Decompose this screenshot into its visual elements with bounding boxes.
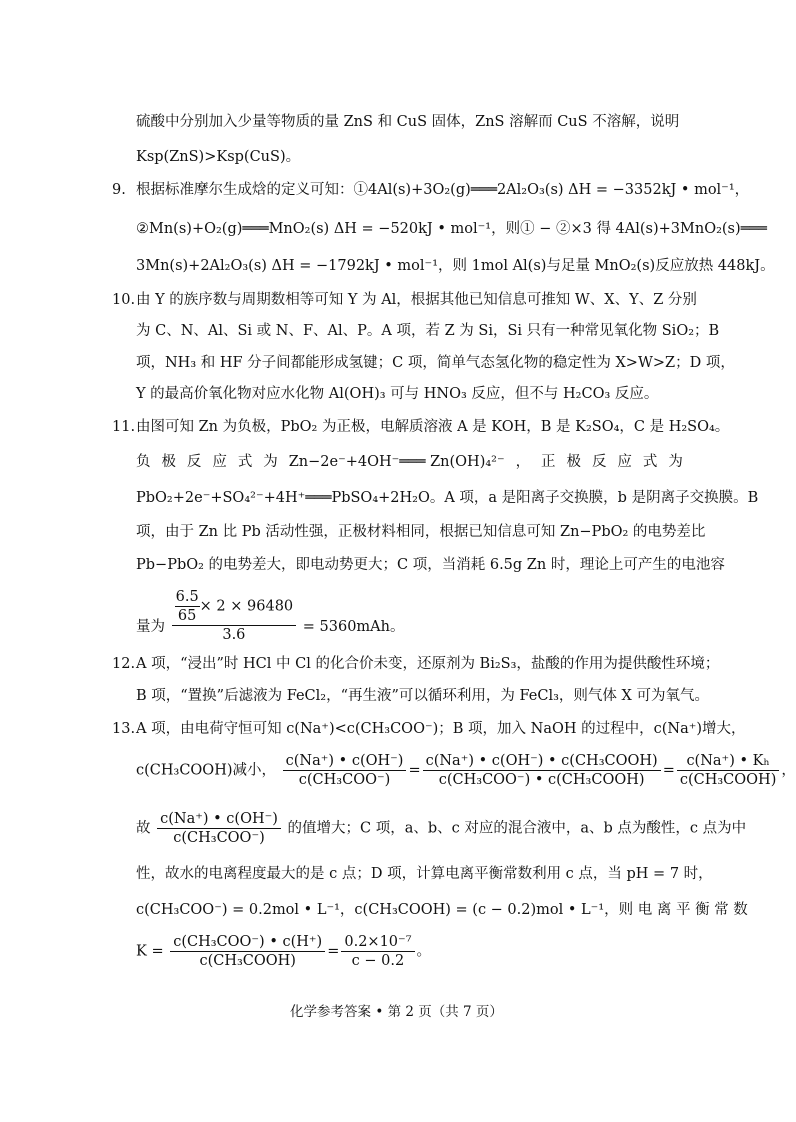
q13-line-3-text: 的值增大；C 项，a、b、c 对应的混合液中，a、b 点为酸性，c 点为中 [287, 820, 747, 837]
q11-mass-den: 65 [177, 608, 197, 624]
q9-number: 9. [112, 182, 126, 198]
q13-line-2: c(CH₃COOH)减小， $\frac{c(Na^+) • c(OH^-)}{\text{c(CH₃COO⁻)}}$ = $\frac{\text{c(Na⁺) • c(OH⁻) • c(CH₃COOH)}}{\text{c(CH₃COO⁻) • c(CH₃COOH)}}$ = $\frac{\text{c(Na⁺) • Kₕ}}{\text{c(CH₃COOH)}}$ ， [136, 753, 796, 788]
q13-fraction-4-den: c(CH₃COO⁻) [173, 830, 265, 846]
q10-line-4: Y 的最高价氧化物对应水化物 Al(OH)₃ 可与 HNO₃ 反应，但不与 H₂CO₃ 反应。 [136, 386, 659, 402]
q11-line-2-part: ， [515, 454, 531, 470]
q10-line-2: 为 C、N、Al、Si 或 N、F、Al、P。A 项，若 Z 为 Si，Si 只有一种常见氧化物 SiO₂；B [136, 323, 720, 339]
q13-fraction-2-den: c(CH₃COO⁻) • c(CH₃COOH) [438, 772, 645, 788]
q11-line-3: PbO₂+2e⁻+SO₄²⁻+4H⁺═══PbSO₄+2H₂O。A 项，a 是阳离子交换膜，b 是阴离子交换膜。B [136, 490, 759, 506]
q9-line-1: 根据标准摩尔生成焓的定义可知：①4Al(s)+3O₂(g)═══2Al₂O₃(s) ΔH = −3352kJ • mol⁻¹， [136, 182, 750, 198]
q10-line-1: 由 Y 的族序数与周期数相等可知 Y 为 Al，根据其他已知信息可推知 W、X、Y、Z 分别 [136, 292, 697, 308]
q13-fraction-1-num: c(Na⁺) • c(OH⁻) [283, 752, 407, 771]
q9-line-3: 3Mn(s)+2Al₂O₃(s) ΔH = −1792kJ • mol⁻¹，则 1mol Al(s)与足量 MnO₂(s)反应放热 448kJ。 [136, 258, 775, 274]
q13-number: 13. [112, 721, 136, 737]
page-footer: 化学参考答案 • 第 2 页（共 7 页） [290, 1004, 503, 1020]
q13-acetate-conc: c(CH₃COO⁻) = 0.2mol • L⁻¹ [136, 902, 340, 918]
q11-line-2-part: 应 [617, 454, 632, 470]
q11-line-2-part: 反 [186, 454, 202, 470]
q13-ch3cooh-decrease: c(CH₃COOH)减小， [136, 762, 277, 779]
q12-number: 12. [112, 656, 136, 672]
q13-comma: ， [604, 902, 619, 918]
q13-fraction-1-den: c(CH₃COO⁻) [298, 772, 391, 788]
q11-capacity-denominator: 3.6 [222, 627, 246, 643]
q10-line-3: 项，NH₃ 和 HF 分子间都能形成氢键；C 项，简单气态氢化物的稳定性为 X>W>Z；D 项， [136, 355, 735, 371]
q11-line-2-part: 为 [263, 454, 278, 470]
q11-line-2-part: 为 [668, 454, 683, 470]
q13-k-fraction-2-den: c − 0.2 [351, 953, 405, 969]
q11-numerator-rest: × 2 × 96480 [199, 598, 294, 615]
q13-line-6: K = $\frac{\text{c(CH₃COO⁻) • c(H⁺)}}{\text{c(CH₃COOH)}}$ = $\frac{\text{0.2×10⁻⁷}}{c - 0.2}$ 。 [136, 934, 432, 969]
q12-line-2: B 项，“置换”后滤液为 FeCl₂，“再生液”可以循环利用，为 FeCl₃，则气体 X 可为氧气。 [136, 688, 709, 704]
q11-line-2-part: 式 [642, 454, 658, 470]
q8-line-1: 硫酸中分别加入少量等物质的量 ZnS 和 CuS 固体，ZnS 溶解而 CuS 不溶解，说明 [136, 114, 680, 130]
q11-line-2-part: 正 [541, 454, 556, 470]
q8-line-2: Ksp(ZnS)>Ksp(CuS)。 [136, 149, 301, 165]
q11-line-5: Pb−PbO₂ 的电势差大，即电动势更大；C 项，当消耗 6.5g Zn 时，理论上可产生的电池容 [136, 557, 725, 573]
q10-number: 10. [112, 292, 136, 308]
q11-line-2-part: 式 [237, 454, 253, 470]
q13-fraction-3-num: c(Na⁺) • Kₕ [677, 752, 780, 771]
q13-therefore: 故 [136, 820, 151, 837]
q13-k-fraction-1-den: c(CH₃COOH) [199, 953, 296, 969]
q11-mass-ratio [175, 588, 200, 625]
q13-line-5 [136, 900, 748, 920]
q13-k-fraction-1-num: c(CH₃COO⁻) • c(H⁺) [170, 933, 325, 952]
q13-k-period: 。 [416, 943, 432, 960]
q13-line-4: 性，故水的电离程度最大的是 c 点；D 项，计算电离平衡常数利用 c 点，当 pH = 7 时， [136, 866, 713, 882]
q11-capacity-numerator [172, 588, 297, 626]
q12-line-1: A 项，“浸出”时 HCl 中 Cl 的化合价未变，还原剂为 Bi₂S₃，盐酸的作用为提供酸性环境； [136, 656, 720, 672]
q13-fraction-2-num: c(Na⁺) • c(OH⁻) • c(CH₃COOH) [423, 752, 661, 771]
q13-fraction-4 [157, 810, 281, 847]
q9-line-2: ②Mn(s)+O₂(g)═══MnO₂(s) ΔH = −520kJ • mol⁻¹，则① − ②×3 得 4Al(s)+3MnO₂(s)═══ [136, 221, 767, 237]
q11-capacity-result: = 5360mAh。 [302, 619, 405, 635]
q13-line-1: A 项，由电荷守恒可知 c(Na⁺)<c(CH₃COO⁻)；B 项，加入 NaOH 的过程中，c(Na⁺)增大， [136, 721, 746, 737]
q13-line-3 [136, 810, 747, 847]
q11-line-2-part: 反 [591, 454, 607, 470]
q13-fraction-2 [423, 752, 661, 789]
q11-capacity-label: 量为 [136, 619, 165, 635]
q11-line-2-part: 极 [161, 454, 176, 470]
q13-fraction-1 [283, 752, 407, 789]
q11-line-2-part: 极 [566, 454, 581, 470]
q11-line-2 [136, 452, 683, 472]
q13-acid-conc: c(CH₃COOH) = (c − 0.2)mol • L⁻¹ [354, 902, 605, 918]
q13-equilibrium-text: 则 电 离 平 衡 常 数 [618, 902, 748, 918]
q11-capacity-fraction [172, 588, 297, 644]
q13-fraction-3 [677, 752, 780, 789]
q13-k-fraction-2 [341, 933, 414, 970]
q11-line-2-part: 应 [212, 454, 227, 470]
q11-line-4: 项，由于 Zn 比 Pb 活动性强，正极材料相同，根据已知信息可知 Zn−PbO₂ 的电势差比 [136, 524, 706, 540]
q13-comma: ， [339, 902, 355, 918]
q11-line-6 [136, 588, 683, 644]
q13-k-label: K = [136, 943, 164, 960]
q13-k-fraction-1 [170, 933, 325, 970]
q13-k-fraction-2-num: 0.2×10⁻⁷ [341, 933, 414, 952]
q11-line-1: 由图可知 Zn 为负极，PbO₂ 为正极，电解质溶液 A 是 KOH，B 是 K₂SO₄，C 是 H₂SO₄。 [136, 419, 730, 435]
q11-number: 11. [112, 419, 136, 435]
q11-mass-num: 6.5 [175, 589, 199, 605]
q11-line-2-part: Zn−2e⁻+4OH⁻═══ Zn(OH)₄²⁻ [288, 454, 505, 470]
q11-line-2-part: 负 [136, 454, 151, 470]
q13-fraction-3-den: c(CH₃COOH) [679, 772, 777, 788]
q13-fraction-4-num: c(Na⁺) • c(OH⁻) [157, 810, 281, 829]
